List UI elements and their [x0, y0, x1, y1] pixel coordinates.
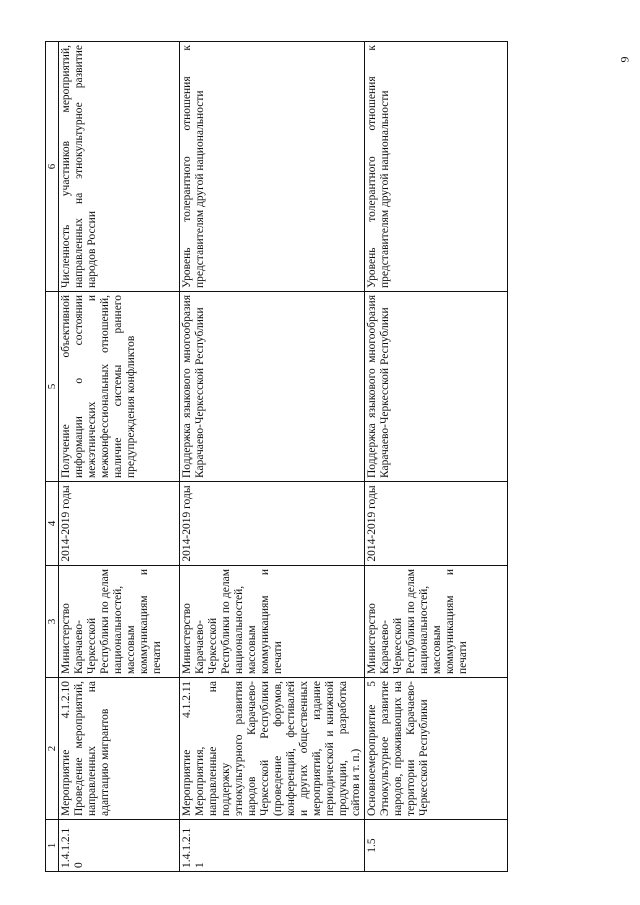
page-number: 9 [617, 56, 632, 63]
event-name: Мероприятие 4.1.2.10 Проведение мероприятий, направленных на адаптацию мигрантов [59, 678, 180, 820]
header-row [46, 42, 59, 872]
expected-result: Получение объективной информации о состоянии межэтнических и межконфессиональных отношений, наличие системы раннего предупреждения конфликтов [59, 292, 180, 482]
table-row [180, 42, 365, 872]
expected-result: Поддержка языкового многообразия Карачаево-Черкесской Республики [365, 292, 508, 482]
program-table [45, 41, 508, 872]
row-number: 1.4.1.2.10 [59, 820, 180, 872]
indicator: Уровень толерантного отношения к представителям другой национальности [180, 42, 365, 292]
row-number: 1.5 [365, 820, 508, 872]
table-row [59, 42, 180, 872]
indicator: Численность участников мероприятий, направленных на этнокультурное развитие народов России [59, 42, 180, 292]
header-cell: 1 [46, 820, 59, 872]
table-row [365, 42, 508, 872]
event-name: Мероприятие 4.1.2.11 Мероприятия, направленные на поддержку этнокультурного развития народов Карачаево-Черкесской Республики (проведение форумов, конференций, фестивалей и других общественных мероприятий, издание периодической и книжной продукции, разработка сайтов и т. п.) [180, 678, 365, 820]
executor: Министерство Карачаево-Черкесской Республики по делам национальностей, массовым коммуникациям и печати [180, 566, 365, 678]
row-number: 1.4.1.2.11 [180, 820, 365, 872]
indicator: Уровень толерантного отношения к представителям другой национальности [365, 42, 508, 292]
header-cell: 5 [46, 292, 59, 482]
header-cell: 3 [46, 566, 59, 678]
period: 2014-2019 годы [365, 482, 508, 566]
header-cell: 2 [46, 678, 59, 820]
rotated-page-content [45, 12, 515, 872]
header-cell: 4 [46, 482, 59, 566]
period: 2014-2019 годы [59, 482, 180, 566]
executor: Министерство Карачаево-Черкесской Республики по делам национальностей, массовым коммуникациям и печати [59, 566, 180, 678]
event-name: Основноемероприятие 5 Этнокультурное развитие народов, проживающих на территории Карачаево-Черкесской Республики [365, 678, 508, 820]
header-cell: 6 [46, 42, 59, 292]
expected-result: Поддержка языкового многообразия Карачаево-Черкесской Республики [180, 292, 365, 482]
period: 2014-2019 годы [180, 482, 365, 566]
executor: Министерство Карачаево-Черкесской Республики по делам национальностей, массовым коммуникациям и печати [365, 566, 508, 678]
